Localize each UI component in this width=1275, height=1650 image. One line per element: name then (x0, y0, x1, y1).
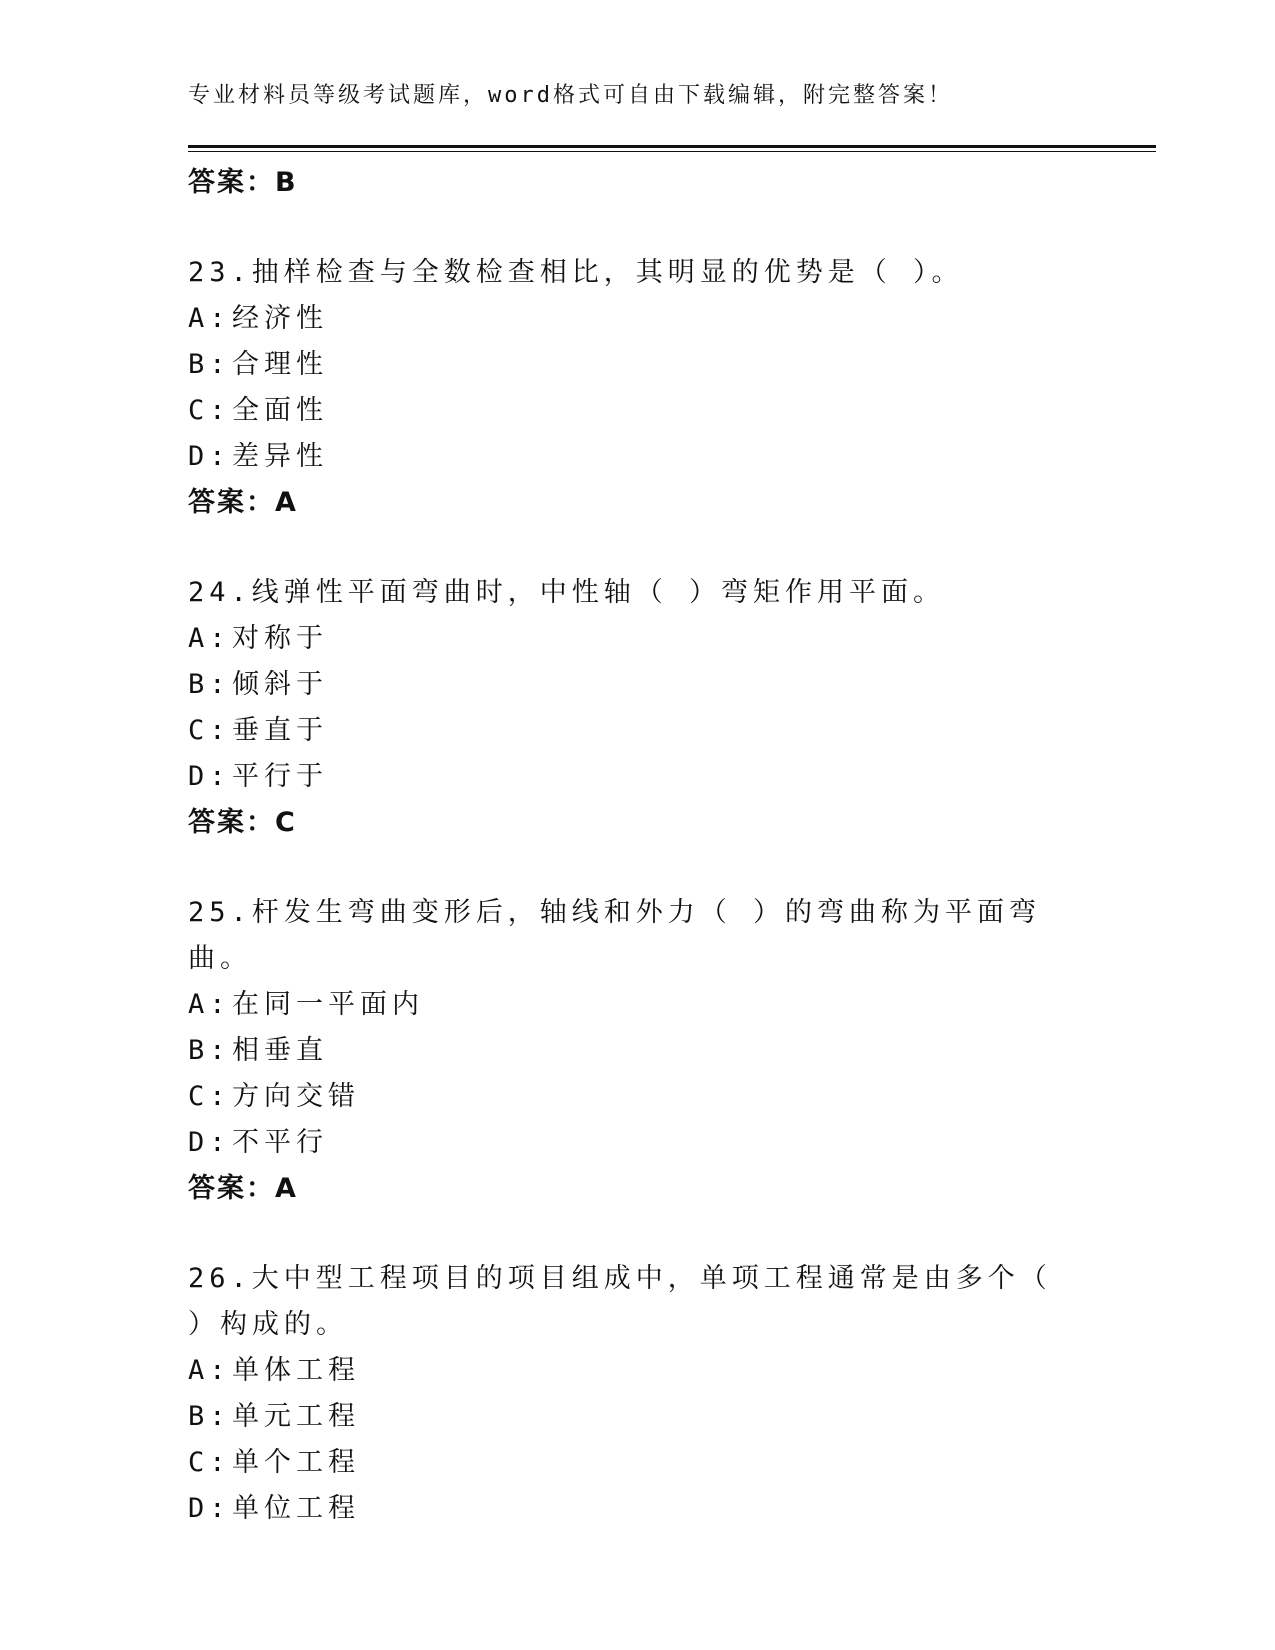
answer-label: 答案：A (188, 487, 298, 518)
option-letter: C: (188, 1447, 231, 1478)
question-block (188, 890, 1088, 1212)
option-letter: D: (188, 1493, 231, 1524)
option-text: 在同一平面内 (232, 989, 424, 1020)
question-text: 24.线弹性平面弯曲时，中性轴（ ）弯矩作用平面。 (188, 577, 946, 608)
option-c (188, 708, 1088, 754)
option-a (188, 616, 1088, 662)
header-rule-thick (188, 145, 1156, 148)
option-text: 合理性 (232, 349, 328, 380)
option-text: 全面性 (232, 395, 328, 426)
question-text: 25.杆发生弯曲变形后，轴线和外力（ ）的弯曲称为平面弯曲。 (188, 897, 1042, 974)
answer-label: 答案：A (188, 1173, 298, 1204)
option-letter: D: (188, 441, 231, 472)
option-text: 单元工程 (232, 1401, 360, 1432)
option-d (188, 1120, 1088, 1166)
option-b (188, 342, 1088, 388)
option-letter: D: (188, 761, 231, 792)
option-letter: C: (188, 715, 231, 746)
option-b (188, 662, 1088, 708)
question-block (188, 1256, 1088, 1532)
option-text: 垂直于 (232, 715, 328, 746)
option-text: 单体工程 (232, 1355, 360, 1386)
option-letter: C: (188, 395, 231, 426)
option-letter: B: (188, 1035, 231, 1066)
option-c (188, 1440, 1088, 1486)
option-a (188, 1348, 1088, 1394)
option-text: 倾斜于 (232, 669, 328, 700)
content (188, 160, 1088, 1532)
option-text: 相垂直 (232, 1035, 328, 1066)
option-text: 差异性 (232, 441, 328, 472)
page-header: 专业材料员等级考试题库，word格式可自由下载编辑，附完整答案！ (188, 83, 953, 108)
option-c (188, 1074, 1088, 1120)
option-letter: A: (188, 1355, 231, 1386)
option-letter: A: (188, 303, 231, 334)
question-text: 23.抽样检查与全数检查相比，其明显的优势是（ ）。 (188, 257, 964, 288)
option-d (188, 1486, 1088, 1532)
option-a (188, 296, 1088, 342)
option-d (188, 434, 1088, 480)
option-letter: B: (188, 349, 231, 380)
header-rule-thin (188, 151, 1156, 152)
answer-label: 答案：B (188, 167, 298, 198)
answer-label: 答案：C (188, 807, 297, 838)
question-block (188, 570, 1088, 846)
question-text: 26.大中型工程项目的项目组成中，单项工程通常是由多个（ ）构成的。 (188, 1263, 1052, 1340)
question-block (188, 250, 1088, 526)
option-text: 不平行 (232, 1127, 328, 1158)
option-text: 单位工程 (232, 1493, 360, 1524)
option-a (188, 982, 1088, 1028)
option-text: 经济性 (232, 303, 328, 334)
option-letter: B: (188, 1401, 231, 1432)
option-letter: B: (188, 669, 231, 700)
option-text: 单个工程 (232, 1447, 360, 1478)
option-letter: D: (188, 1127, 231, 1158)
option-d (188, 754, 1088, 800)
option-text: 对称于 (232, 623, 328, 654)
option-letter: A: (188, 989, 231, 1020)
option-b (188, 1394, 1088, 1440)
option-text: 平行于 (232, 761, 328, 792)
option-c (188, 388, 1088, 434)
option-text: 方向交错 (232, 1081, 360, 1112)
option-letter: A: (188, 623, 231, 654)
option-b (188, 1028, 1088, 1074)
option-letter: C: (188, 1081, 231, 1112)
